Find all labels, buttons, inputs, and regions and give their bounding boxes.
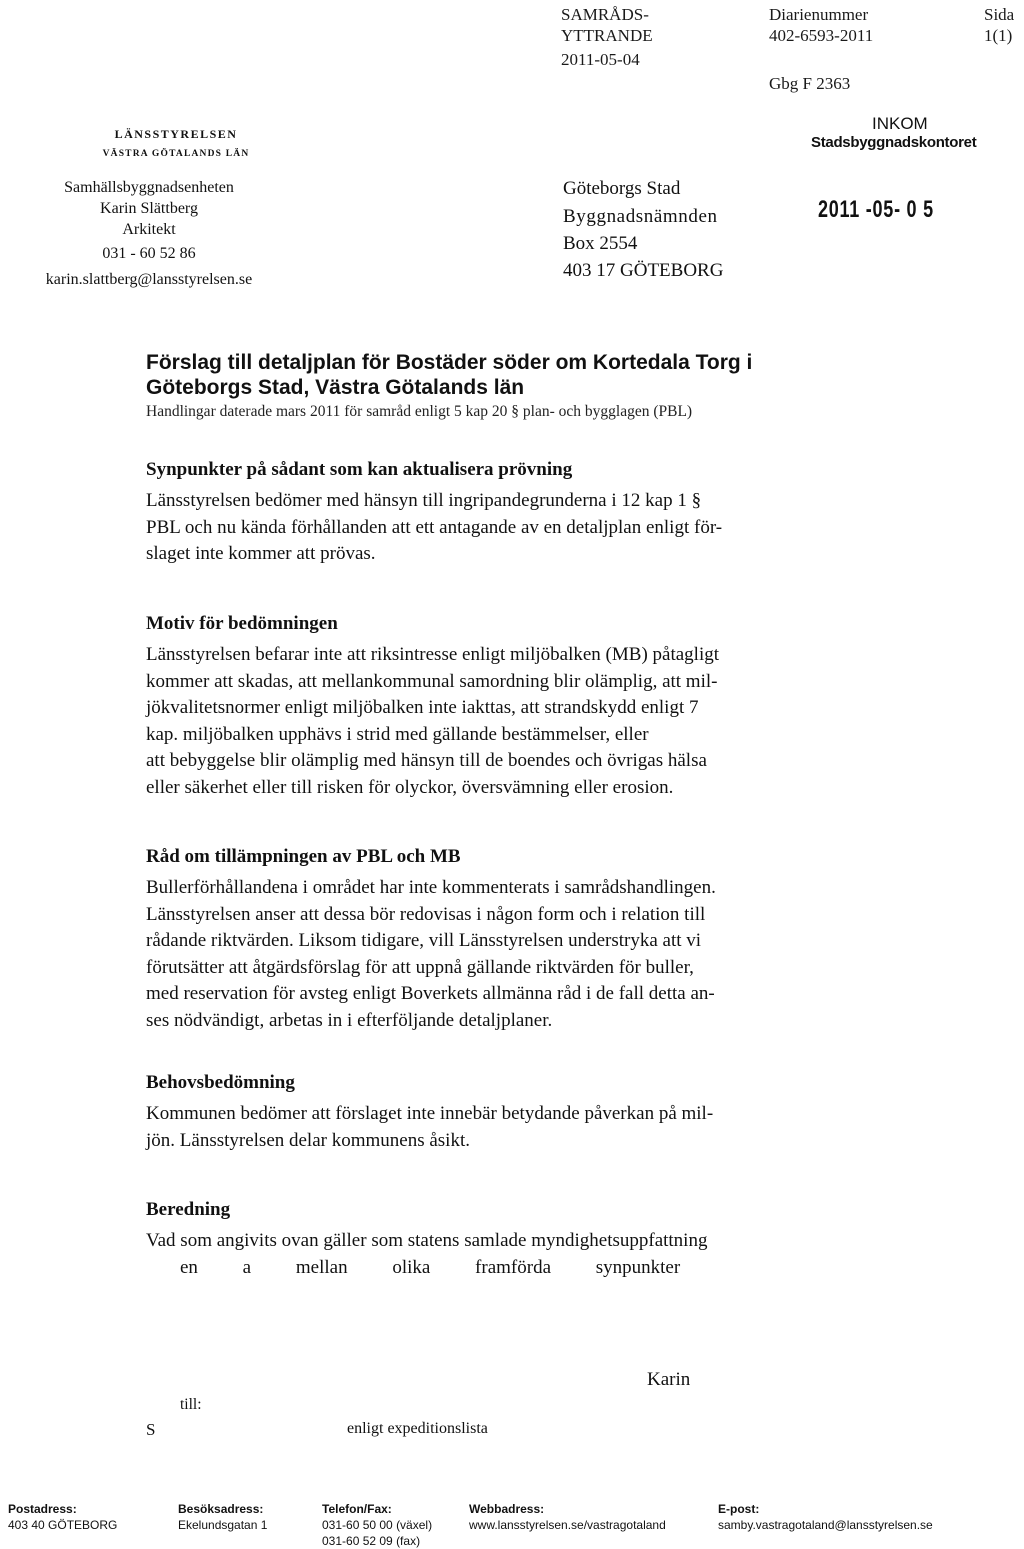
gbg-reference: Gbg F 2363	[769, 74, 851, 93]
section-line: PBL och nu kända förhållanden att ett antagande av en detaljplan enligt för-	[146, 516, 723, 538]
section-line: Länsstyrelsen anser att dessa bör redovisas i någon form och i relation till	[146, 903, 706, 925]
section-behovsbedomning	[146, 1071, 906, 1154]
section-heading: Beredning	[146, 1199, 231, 1220]
section-heading: Behovsbedömning	[146, 1072, 295, 1093]
section-rad	[146, 845, 906, 1034]
section-line: jön. Länsstyrelsen delar kommunens åsikt.	[146, 1129, 470, 1151]
section-line: rådande riktvärden. Liksom tidigare, vill Länsstyrelsen understryka att vi	[146, 930, 702, 951]
footer-phone-value: 031-60 50 00 (växel)	[322, 1518, 433, 1532]
footer-phone-label: Telefon/Fax:	[322, 1502, 392, 1516]
footer-phone	[322, 1501, 432, 1549]
footer-web-label: Webbadress:	[469, 1502, 545, 1516]
recipient-line2: Byggnadsnämnden	[563, 206, 718, 227]
section-line: jökvalitetsnormer enligt miljöbalken inte iakttas, att strandskydd enligt 7	[146, 697, 699, 718]
recipient-line1: Göteborgs Stad	[563, 178, 681, 199]
footer-web	[469, 1501, 666, 1533]
organisation-name: LÄNSSTYRELSEN	[114, 127, 238, 141]
footer-email	[718, 1501, 933, 1533]
section-line: Vad som angivits ovan gäller som statens samlade myndighetsuppfattning	[146, 1230, 708, 1251]
distribution-note: enligt expeditionslista	[347, 1420, 488, 1437]
section-line: med reservation för avsteg enligt Boverkets allmänna råd i de fall detta an-	[146, 983, 715, 1004]
section-line: eller säkerhet eller till risken för olyckor, översvämning eller erosion.	[146, 776, 674, 798]
diarienummer-label: Diarienummer	[769, 5, 869, 24]
document-date: 2011-05-04	[561, 50, 640, 69]
section-line: kommer att skadas, att mellankommunal samordning blir olämplig, att mil-	[146, 670, 718, 692]
section-line: kap. miljöbalken upphävs i strid med gällande bestämmelser, eller	[146, 723, 649, 745]
copy-initial: S	[146, 1420, 156, 1439]
document-subtitle: Handlingar daterade mars 2011 för samråd enligt 5 kap 20 § plan- och bygglagen (PBL)	[146, 403, 693, 420]
stamp-inkom: INKOM	[872, 114, 928, 133]
diarienummer-value: 402-6593-2011	[769, 26, 874, 45]
section-line: Kommunen bedömer att förslaget inte innebär betydande påverkan på mil-	[146, 1103, 714, 1124]
footer-email-label: E-post:	[718, 1502, 760, 1516]
sender-title: Arkitekt	[122, 221, 176, 238]
section-line: Bullerförhållandena i området har inte kommenterats i samrådshandlingen.	[146, 877, 716, 898]
document-title-line2: Göteborgs Stad, Västra Götalands län	[146, 376, 525, 399]
section-line: en a mellan olika framförda synpunkter	[180, 1256, 681, 1278]
footer-visit-value: Ekelundsgatan 1	[178, 1518, 268, 1532]
footer-visit	[178, 1501, 267, 1533]
stamp-date: 2011 -05- 0 5	[818, 196, 934, 223]
footer-postal	[8, 1501, 117, 1533]
section-line: slaget inte kommer att prövas.	[146, 543, 376, 564]
section-heading: Synpunkter på sådant som kan aktualisera prövning	[146, 459, 573, 480]
section-line: att bebyggelse blir olämplig med hänsyn till de boendes och övrigas hälsa	[146, 750, 707, 771]
sender-name: Karin Slättberg	[100, 200, 198, 217]
recipient-line4: 403 17 GÖTEBORG	[563, 260, 724, 281]
page-label: Sida	[984, 5, 1015, 24]
section-line: förutsätter att åtgärdsförslag för att uppnå gällande riktvärden för buller,	[146, 956, 694, 978]
stamp-office: Stadsbyggnadskontoret	[811, 134, 977, 151]
signature-name: Karin	[647, 1369, 691, 1390]
section-motiv	[146, 612, 906, 801]
sender-unit: Samhällsbyggnadsenheten	[64, 179, 234, 196]
page-number: 1(1)	[984, 26, 1013, 45]
footer-postal-label: Postadress:	[8, 1502, 77, 1516]
document-body	[146, 350, 886, 422]
footer-web-link[interactable]: www.lansstyrelsen.se/vastragotaland	[469, 1518, 666, 1532]
sender-email: karin.slattberg@lansstyrelsen.se	[45, 271, 253, 288]
sender-phone: 031 - 60 52 86	[102, 245, 196, 262]
document-type-line2: YTTRANDE	[561, 26, 653, 45]
section-heading: Råd om tillämpningen av PBL och MB	[146, 846, 461, 867]
section-beredning	[146, 1198, 906, 1281]
footer-visit-label: Besöksadress:	[178, 1502, 264, 1516]
organisation-region: VÄSTRA GÖTALANDS LÄN	[102, 149, 250, 159]
section-line: Länsstyrelsen bedömer med hänsyn till ingripandegrunderna i 12 kap 1 §	[146, 490, 702, 511]
section-heading: Motiv för bedömningen	[146, 613, 338, 634]
footer-fax-value: 031-60 52 09 (fax)	[322, 1534, 421, 1548]
document-type-line1: SAMRÅDS-	[561, 5, 649, 24]
section-synpunkter	[146, 458, 906, 568]
footer-email-link[interactable]: samby.vastragotaland@lansstyrelsen.se	[718, 1518, 933, 1532]
document-title-line1: Förslag till detaljplan för Bostäder söder om Kortedala Torg i	[146, 351, 753, 374]
section-line: ses nödvändigt, arbetas in i efterföljande detaljplaner.	[146, 1009, 553, 1031]
footer-postal-value: 403 40 GÖTEBORG	[8, 1518, 118, 1532]
recipient-line3: Box 2554	[563, 233, 638, 254]
copy-label: till:	[180, 1396, 202, 1413]
section-line: Länsstyrelsen befarar inte att riksintresse enligt miljöbalken (MB) påtagligt	[146, 644, 720, 665]
